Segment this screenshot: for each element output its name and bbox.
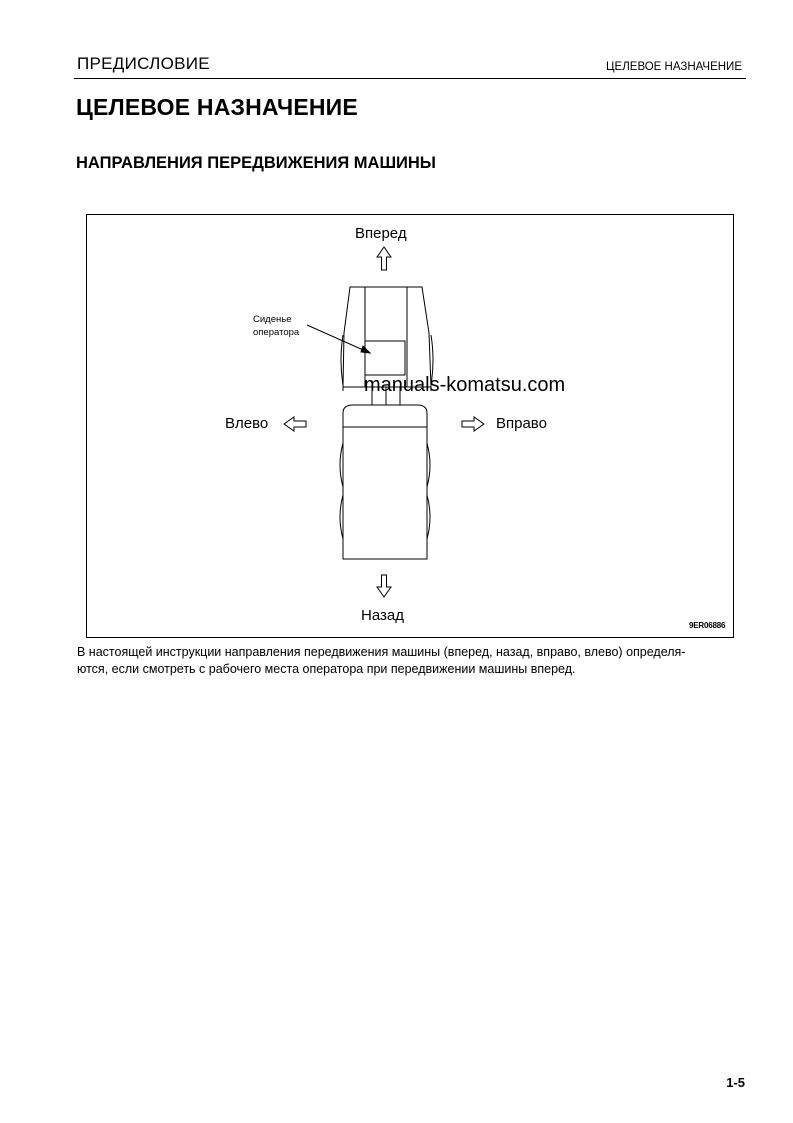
watermark: manuals-komatsu.com [364, 374, 566, 396]
page-title: ЦЕЛЕВОЕ НАЗНАЧЕНИЕ [76, 94, 358, 120]
figure-code: 9ER06886 [689, 621, 726, 630]
label-left: Влево [225, 415, 269, 432]
page-number: 1-5 [726, 1075, 745, 1090]
machine-diagram [87, 215, 735, 639]
section-subtitle: НАПРАВЛЕНИЯ ПЕРЕДВИЖЕНИЯ МАШИНЫ [76, 154, 436, 172]
label-back: Назад [361, 607, 404, 624]
right-arrow-icon [462, 417, 484, 431]
direction-figure [86, 214, 734, 638]
body-paragraph [77, 644, 749, 678]
left-arrow-icon [284, 417, 306, 431]
forward-arrow-icon [377, 247, 391, 270]
operator-seat [365, 341, 405, 375]
header-rule [74, 78, 746, 79]
label-forward: Вперед [355, 225, 407, 242]
body-line-1: В настоящей инструкции направления передвижения машины (вперед, назад, вправо, влево) определя- [77, 645, 686, 659]
body-line-2: ются, если смотреть с рабочего места оператора при передвижении машины вперед. [77, 662, 576, 676]
label-seat-line1: Сиденье [253, 314, 292, 325]
back-arrow-icon [377, 575, 391, 597]
header-section: ПРЕДИСЛОВИЕ [77, 54, 210, 73]
rear-frame [340, 405, 430, 559]
seat-leader-line [307, 325, 370, 353]
header-chapter: ЦЕЛЕВОЕ НАЗНАЧЕНИЕ [606, 61, 742, 73]
label-seat-line2: оператора [253, 327, 300, 338]
label-right: Вправо [496, 415, 547, 432]
